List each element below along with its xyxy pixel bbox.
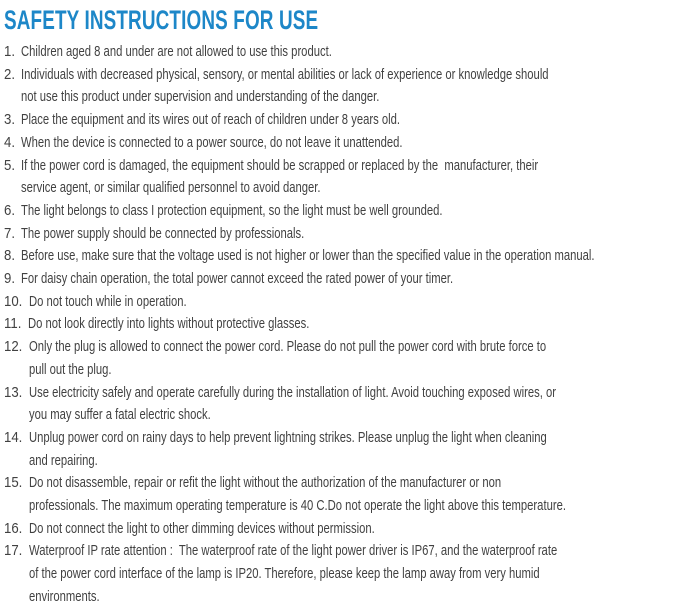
instruction-text [29, 427, 679, 472]
instruction-text-line: of the power cord interface of the lamp is IP20. Therefore, please keep the lamp away from very humid [28, 565, 540, 583]
instruction-text-line: When the device is connected to a power source, do not leave it unattended. [20, 133, 403, 151]
instruction-text-line: Place the equipment and its wires out of reach of children under 8 years old. [20, 111, 400, 129]
instruction-item [4, 41, 679, 64]
instruction-text-line: If the power cord is damaged, the equipment should be scrapped or replaced by the manufacturer, their [20, 156, 538, 174]
instruction-item [4, 540, 679, 608]
instruction-number: 4. [4, 133, 16, 151]
instruction-text-line: pull out the plug. [28, 360, 112, 378]
instruction-item [4, 268, 679, 291]
instruction-number: 6. [4, 201, 16, 219]
instruction-number: 15. [4, 474, 23, 492]
instruction-text-line: For daisy chain operation, the total power cannot exceed the rated power of your timer. [20, 270, 453, 288]
instruction-number: 12. [4, 338, 23, 356]
instruction-text [21, 200, 679, 223]
instruction-text [28, 313, 679, 336]
instruction-text [21, 268, 679, 291]
instruction-number: 14. [4, 428, 23, 446]
instruction-item [4, 64, 679, 109]
instruction-text [21, 155, 679, 200]
instruction-text-line: you may suffer a fatal electric shock. [28, 406, 211, 424]
instruction-number: 2. [4, 65, 16, 83]
instruction-text-line: Do not touch while in operation. [28, 292, 187, 310]
page-title: SAFETY INSTRUCTIONS FOR USE [4, 5, 319, 35]
instruction-item [4, 336, 679, 381]
instruction-number: 13. [4, 383, 23, 401]
instruction-text-line: Before use, make sure that the voltage used is not higher or lower than the specified value in the operation manual. [20, 247, 594, 265]
instruction-text-line: Use electricity safely and operate carefully during the installation of light. Avoid touching exposed wires, or [28, 383, 556, 401]
instruction-item [4, 518, 679, 541]
instruction-text-line: and repairing. [28, 451, 98, 469]
instruction-text [29, 472, 679, 517]
instruction-item [4, 382, 679, 427]
instruction-text [29, 291, 679, 314]
instruction-list [4, 41, 679, 609]
instruction-text-line: The power supply should be connected by professionals. [20, 224, 304, 242]
instruction-text [21, 41, 679, 64]
instruction-item [4, 427, 679, 472]
instruction-number: 10. [4, 292, 23, 310]
instruction-number: 3. [4, 111, 16, 129]
instruction-text [21, 109, 679, 132]
instruction-number: 9. [4, 270, 16, 288]
instruction-text [29, 518, 679, 541]
instruction-item [4, 313, 679, 336]
instruction-text-line: Only the plug is allowed to connect the power cord. Please do not pull the power cord with brute force to [28, 338, 547, 356]
instruction-text [21, 223, 679, 246]
instruction-text [21, 245, 679, 268]
instruction-item [4, 472, 679, 517]
instruction-text [21, 64, 679, 109]
instruction-text-line: Individuals with decreased physical, sensory, or mental abilities or lack of experience or knowledge should [20, 65, 549, 83]
instruction-number: 16. [4, 519, 23, 537]
instruction-number: 11. [4, 315, 22, 333]
instruction-item [4, 245, 679, 268]
instruction-number: 8. [4, 247, 16, 265]
instruction-item [4, 109, 679, 132]
instruction-text [29, 336, 679, 381]
instruction-item [4, 291, 679, 314]
instruction-item [4, 132, 679, 155]
instruction-text-line: Do not look directly into lights without protective glasses. [27, 315, 310, 333]
instruction-text-line: service agent, or similar qualified personnel to avoid danger. [20, 179, 321, 197]
instruction-text-line: Unplug power cord on rainy days to help prevent lightning strikes. Please unplug the light when cleaning [28, 428, 547, 446]
instruction-text-line: Do not disassemble, repair or refit the light without the authorization of the manufacturer or non [28, 474, 501, 492]
instruction-text-line: The light belongs to class I protection equipment, so the light must be well grounded. [20, 201, 443, 219]
instruction-number: 1. [4, 43, 16, 60]
instruction-text-line: Do not connect the light to other dimming devices without permission. [28, 519, 375, 537]
instruction-number: 5. [4, 156, 16, 174]
instruction-text-line: professionals. The maximum operating temperature is 40 C.Do not operate the light above this temperature. [28, 497, 566, 515]
instruction-number: 17. [4, 542, 23, 560]
instruction-item [4, 223, 679, 246]
instruction-text [29, 382, 679, 427]
instruction-item [4, 200, 679, 223]
instruction-item [4, 155, 679, 200]
instruction-number: 7. [4, 224, 16, 242]
instruction-text [21, 132, 679, 155]
instruction-text-line: Children aged 8 and under are not allowed to use this product. [20, 43, 332, 60]
instruction-text-line: not use this product under supervision and understanding of the danger. [20, 88, 379, 106]
instruction-text [29, 540, 679, 608]
instruction-text-line: environments. [28, 587, 100, 605]
instruction-text-line: Waterproof IP rate attention : The waterproof rate of the light power driver is IP67, and the waterproof rate [28, 542, 558, 560]
